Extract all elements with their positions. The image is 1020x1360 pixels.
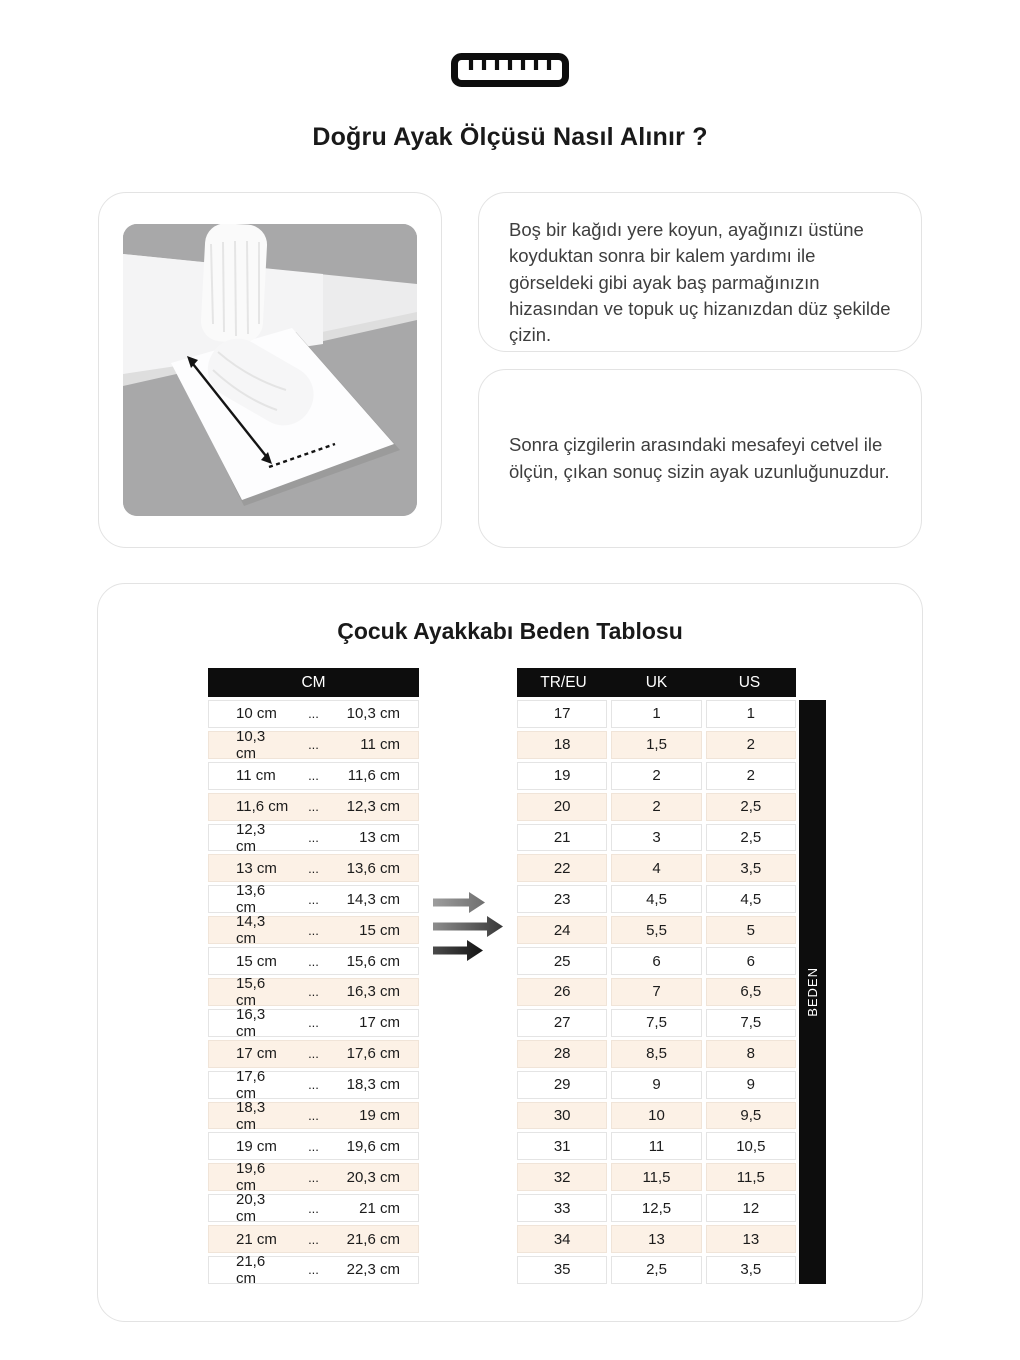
cm-from-value: 11 cm xyxy=(236,767,276,785)
cm-to-value: 17 cm xyxy=(359,1014,400,1032)
uk-value: 13 xyxy=(611,1225,701,1253)
cm-row xyxy=(208,1067,419,1102)
page-title: Doğru Ayak Ölçüsü Nasıl Alınır ? xyxy=(312,123,708,151)
instruction-step-2: Sonra çizgilerin arasındaki mesafeyi cetvel ile ölçün, çıkan sonuç sizin ayak uzunluğunuzdur. xyxy=(509,434,890,482)
cm-from-value: 19,6 cm xyxy=(236,1160,266,1195)
eu-size-row xyxy=(517,1009,796,1037)
eu-header-us: US xyxy=(738,673,761,691)
cm-row xyxy=(208,1191,419,1226)
cm-row xyxy=(208,727,419,762)
cm-row xyxy=(208,913,419,948)
us-value: 12 xyxy=(706,1194,796,1222)
eu-size-row xyxy=(517,824,796,852)
uk-value: 8,5 xyxy=(611,1040,701,1068)
cm-row xyxy=(208,1252,419,1287)
cm-to-value: 14,3 cm xyxy=(346,890,400,908)
eu-size-row xyxy=(517,1256,796,1284)
tr-eu-value: 28 xyxy=(517,1040,607,1068)
eu-size-row xyxy=(517,947,796,975)
uk-value: 12,5 xyxy=(611,1194,701,1222)
us-value: 7,5 xyxy=(706,1009,796,1037)
cm-header-label: CM xyxy=(301,673,326,691)
us-value: 4,5 xyxy=(706,885,796,913)
eu-size-row xyxy=(517,978,796,1006)
range-separator: ... xyxy=(308,1231,319,1247)
eu-size-row xyxy=(517,1071,796,1099)
eu-header-uk: UK xyxy=(645,673,668,691)
cm-to-value: 10,3 cm xyxy=(346,705,400,723)
eu-header-tr-eu: TR/EU xyxy=(540,673,587,691)
eu-size-table xyxy=(517,668,796,1287)
us-value: 13 xyxy=(706,1225,796,1253)
uk-value: 2 xyxy=(611,793,701,821)
eu-size-row xyxy=(517,1194,796,1222)
eu-size-row xyxy=(517,1102,796,1130)
range-separator: ... xyxy=(308,1200,319,1216)
uk-value: 5,5 xyxy=(611,916,701,944)
cm-from-value: 18,3 cm xyxy=(236,1098,266,1133)
transfer-arrows-icon xyxy=(431,890,505,969)
tr-eu-value: 33 xyxy=(517,1194,607,1222)
tr-eu-value: 17 xyxy=(517,700,607,728)
eu-size-row xyxy=(517,1132,796,1160)
uk-value: 9 xyxy=(611,1071,701,1099)
foot-measure-photo-card xyxy=(98,192,442,548)
cm-from-value: 15 cm xyxy=(236,952,277,970)
eu-size-row xyxy=(517,1163,796,1191)
beden-bar xyxy=(799,700,826,1284)
eu-size-row xyxy=(517,916,796,944)
cm-to-value: 15 cm xyxy=(359,921,400,939)
cm-row xyxy=(208,1160,419,1195)
eu-table-header xyxy=(517,668,796,697)
uk-value: 1 xyxy=(611,700,701,728)
cm-row xyxy=(208,882,419,917)
cm-row xyxy=(208,700,419,728)
uk-value: 1,5 xyxy=(611,731,701,759)
cm-to-value: 19,6 cm xyxy=(346,1137,400,1155)
range-separator: ... xyxy=(308,768,319,784)
range-separator: ... xyxy=(308,1169,319,1185)
uk-value: 2 xyxy=(611,762,701,790)
tr-eu-value: 26 xyxy=(517,978,607,1006)
cm-row xyxy=(208,793,419,821)
tr-eu-value: 35 xyxy=(517,1256,607,1284)
size-tables xyxy=(98,668,922,1287)
range-separator: ... xyxy=(308,984,319,1000)
uk-value: 6 xyxy=(611,947,701,975)
cm-to-value: 15,6 cm xyxy=(346,952,400,970)
instruction-card-1 xyxy=(478,192,922,352)
cm-row xyxy=(208,1040,419,1068)
tr-eu-value: 34 xyxy=(517,1225,607,1253)
us-value: 8 xyxy=(706,1040,796,1068)
size-table-card xyxy=(97,583,923,1322)
cm-to-value: 12,3 cm xyxy=(346,798,400,816)
cm-from-value: 19 cm xyxy=(236,1137,277,1155)
us-value: 2 xyxy=(706,762,796,790)
cm-from-value: 12,3 cm xyxy=(236,820,266,855)
tr-eu-value: 18 xyxy=(517,731,607,759)
cm-from-value: 16,3 cm xyxy=(236,1005,266,1040)
uk-value: 7,5 xyxy=(611,1009,701,1037)
range-separator: ... xyxy=(308,860,319,876)
us-value: 2 xyxy=(706,731,796,759)
page-header xyxy=(0,0,1020,152)
tr-eu-value: 22 xyxy=(517,854,607,882)
uk-value: 4,5 xyxy=(611,885,701,913)
instruction-step-1: Boş bir kağıdı yere koyun, ayağınızı üstüne koyduktan sonra bir kalem yardımı ile görseldeki gibi ayak baş parmağınızın hizasından ve topuk uç hizanızdan düz şekilde çizin. xyxy=(509,219,891,346)
cm-from-value: 13,6 cm xyxy=(236,882,266,917)
cm-row xyxy=(208,1132,419,1160)
us-value: 2,5 xyxy=(706,824,796,852)
cm-from-value: 14,3 cm xyxy=(236,913,266,948)
ruler-icon xyxy=(450,52,570,93)
uk-value: 3 xyxy=(611,824,701,852)
cm-from-value: 13 cm xyxy=(236,859,277,877)
tr-eu-value: 27 xyxy=(517,1009,607,1037)
range-separator: ... xyxy=(308,953,319,969)
eu-size-row xyxy=(517,1225,796,1253)
cm-row xyxy=(208,1005,419,1040)
us-value: 10,5 xyxy=(706,1132,796,1160)
eu-size-row xyxy=(517,793,796,821)
range-separator: ... xyxy=(308,706,319,722)
range-separator: ... xyxy=(308,1015,319,1031)
cm-from-value: 20,3 cm xyxy=(236,1191,266,1226)
tr-eu-value: 32 xyxy=(517,1163,607,1191)
cm-to-value: 20,3 cm xyxy=(346,1168,400,1186)
range-separator: ... xyxy=(308,1046,319,1062)
us-value: 3,5 xyxy=(706,1256,796,1284)
eu-size-row xyxy=(517,762,796,790)
uk-value: 10 xyxy=(611,1102,701,1130)
tr-eu-value: 24 xyxy=(517,916,607,944)
cm-from-value: 17,6 cm xyxy=(236,1067,266,1102)
uk-value: 7 xyxy=(611,978,701,1006)
tr-eu-value: 23 xyxy=(517,885,607,913)
cm-row xyxy=(208,974,419,1009)
cm-from-value: 10,3 cm xyxy=(236,727,266,762)
range-separator: ... xyxy=(308,830,319,845)
us-value: 6,5 xyxy=(706,978,796,1006)
size-table-title: Çocuk Ayakkabı Beden Tablosu xyxy=(337,618,683,644)
us-value: 11,5 xyxy=(706,1163,796,1191)
instruction-card-2 xyxy=(478,369,922,548)
cm-to-value: 21 cm xyxy=(359,1199,400,1217)
tr-eu-value: 29 xyxy=(517,1071,607,1099)
eu-table-body xyxy=(517,700,796,1284)
range-separator: ... xyxy=(308,737,319,753)
cm-to-value: 11 cm xyxy=(360,736,400,754)
cm-to-value: 17,6 cm xyxy=(346,1045,400,1063)
cm-from-value: 11,6 cm xyxy=(236,798,289,816)
cm-table-header xyxy=(208,668,419,697)
tr-eu-value: 31 xyxy=(517,1132,607,1160)
uk-value: 2,5 xyxy=(611,1256,701,1284)
cm-row xyxy=(208,854,419,882)
range-separator: ... xyxy=(308,922,319,938)
range-separator: ... xyxy=(308,1108,319,1124)
us-value: 5 xyxy=(706,916,796,944)
cm-to-value: 21,6 cm xyxy=(346,1230,400,1248)
cm-row xyxy=(208,1225,419,1253)
cm-row xyxy=(208,820,419,855)
us-value: 2,5 xyxy=(706,793,796,821)
us-value: 3,5 xyxy=(706,854,796,882)
cm-table xyxy=(208,668,419,1287)
cm-to-value: 22,3 cm xyxy=(346,1261,400,1279)
range-separator: ... xyxy=(308,799,319,815)
eu-size-row xyxy=(517,731,796,759)
uk-value: 11 xyxy=(611,1132,701,1160)
cm-from-value: 21,6 cm xyxy=(236,1252,266,1287)
foot-on-paper-image xyxy=(123,224,417,516)
beden-label: BEDEN xyxy=(805,967,820,1017)
cm-from-value: 21 cm xyxy=(236,1230,277,1248)
eu-size-row xyxy=(517,885,796,913)
cm-to-value: 11,6 cm xyxy=(347,767,400,785)
cm-from-value: 17 cm xyxy=(236,1045,277,1063)
us-value: 9 xyxy=(706,1071,796,1099)
cm-row xyxy=(208,762,419,790)
us-value: 6 xyxy=(706,947,796,975)
tr-eu-value: 25 xyxy=(517,947,607,975)
range-separator: ... xyxy=(308,891,319,907)
uk-value: 11,5 xyxy=(611,1163,701,1191)
range-separator: ... xyxy=(308,1138,319,1154)
tr-eu-value: 20 xyxy=(517,793,607,821)
eu-size-row xyxy=(517,700,796,728)
range-separator: ... xyxy=(308,1262,319,1278)
cm-to-value: 18,3 cm xyxy=(346,1076,400,1094)
cm-to-value: 16,3 cm xyxy=(346,983,400,1001)
cm-from-value: 15,6 cm xyxy=(236,974,266,1009)
cm-row xyxy=(208,1098,419,1133)
us-value: 9,5 xyxy=(706,1102,796,1130)
tr-eu-value: 30 xyxy=(517,1102,607,1130)
cm-to-value: 19 cm xyxy=(359,1107,400,1125)
tr-eu-value: 19 xyxy=(517,762,607,790)
eu-size-row xyxy=(517,854,796,882)
instructions-section xyxy=(98,192,922,548)
cm-row xyxy=(208,947,419,975)
tr-eu-value: 21 xyxy=(517,824,607,852)
cm-from-value: 10 cm xyxy=(236,705,277,723)
range-separator: ... xyxy=(308,1077,319,1093)
us-value: 1 xyxy=(706,700,796,728)
cm-to-value: 13,6 cm xyxy=(346,859,400,877)
cm-to-value: 13 cm xyxy=(359,829,400,846)
uk-value: 4 xyxy=(611,854,701,882)
eu-size-row xyxy=(517,1040,796,1068)
cm-table-body xyxy=(208,700,419,1287)
